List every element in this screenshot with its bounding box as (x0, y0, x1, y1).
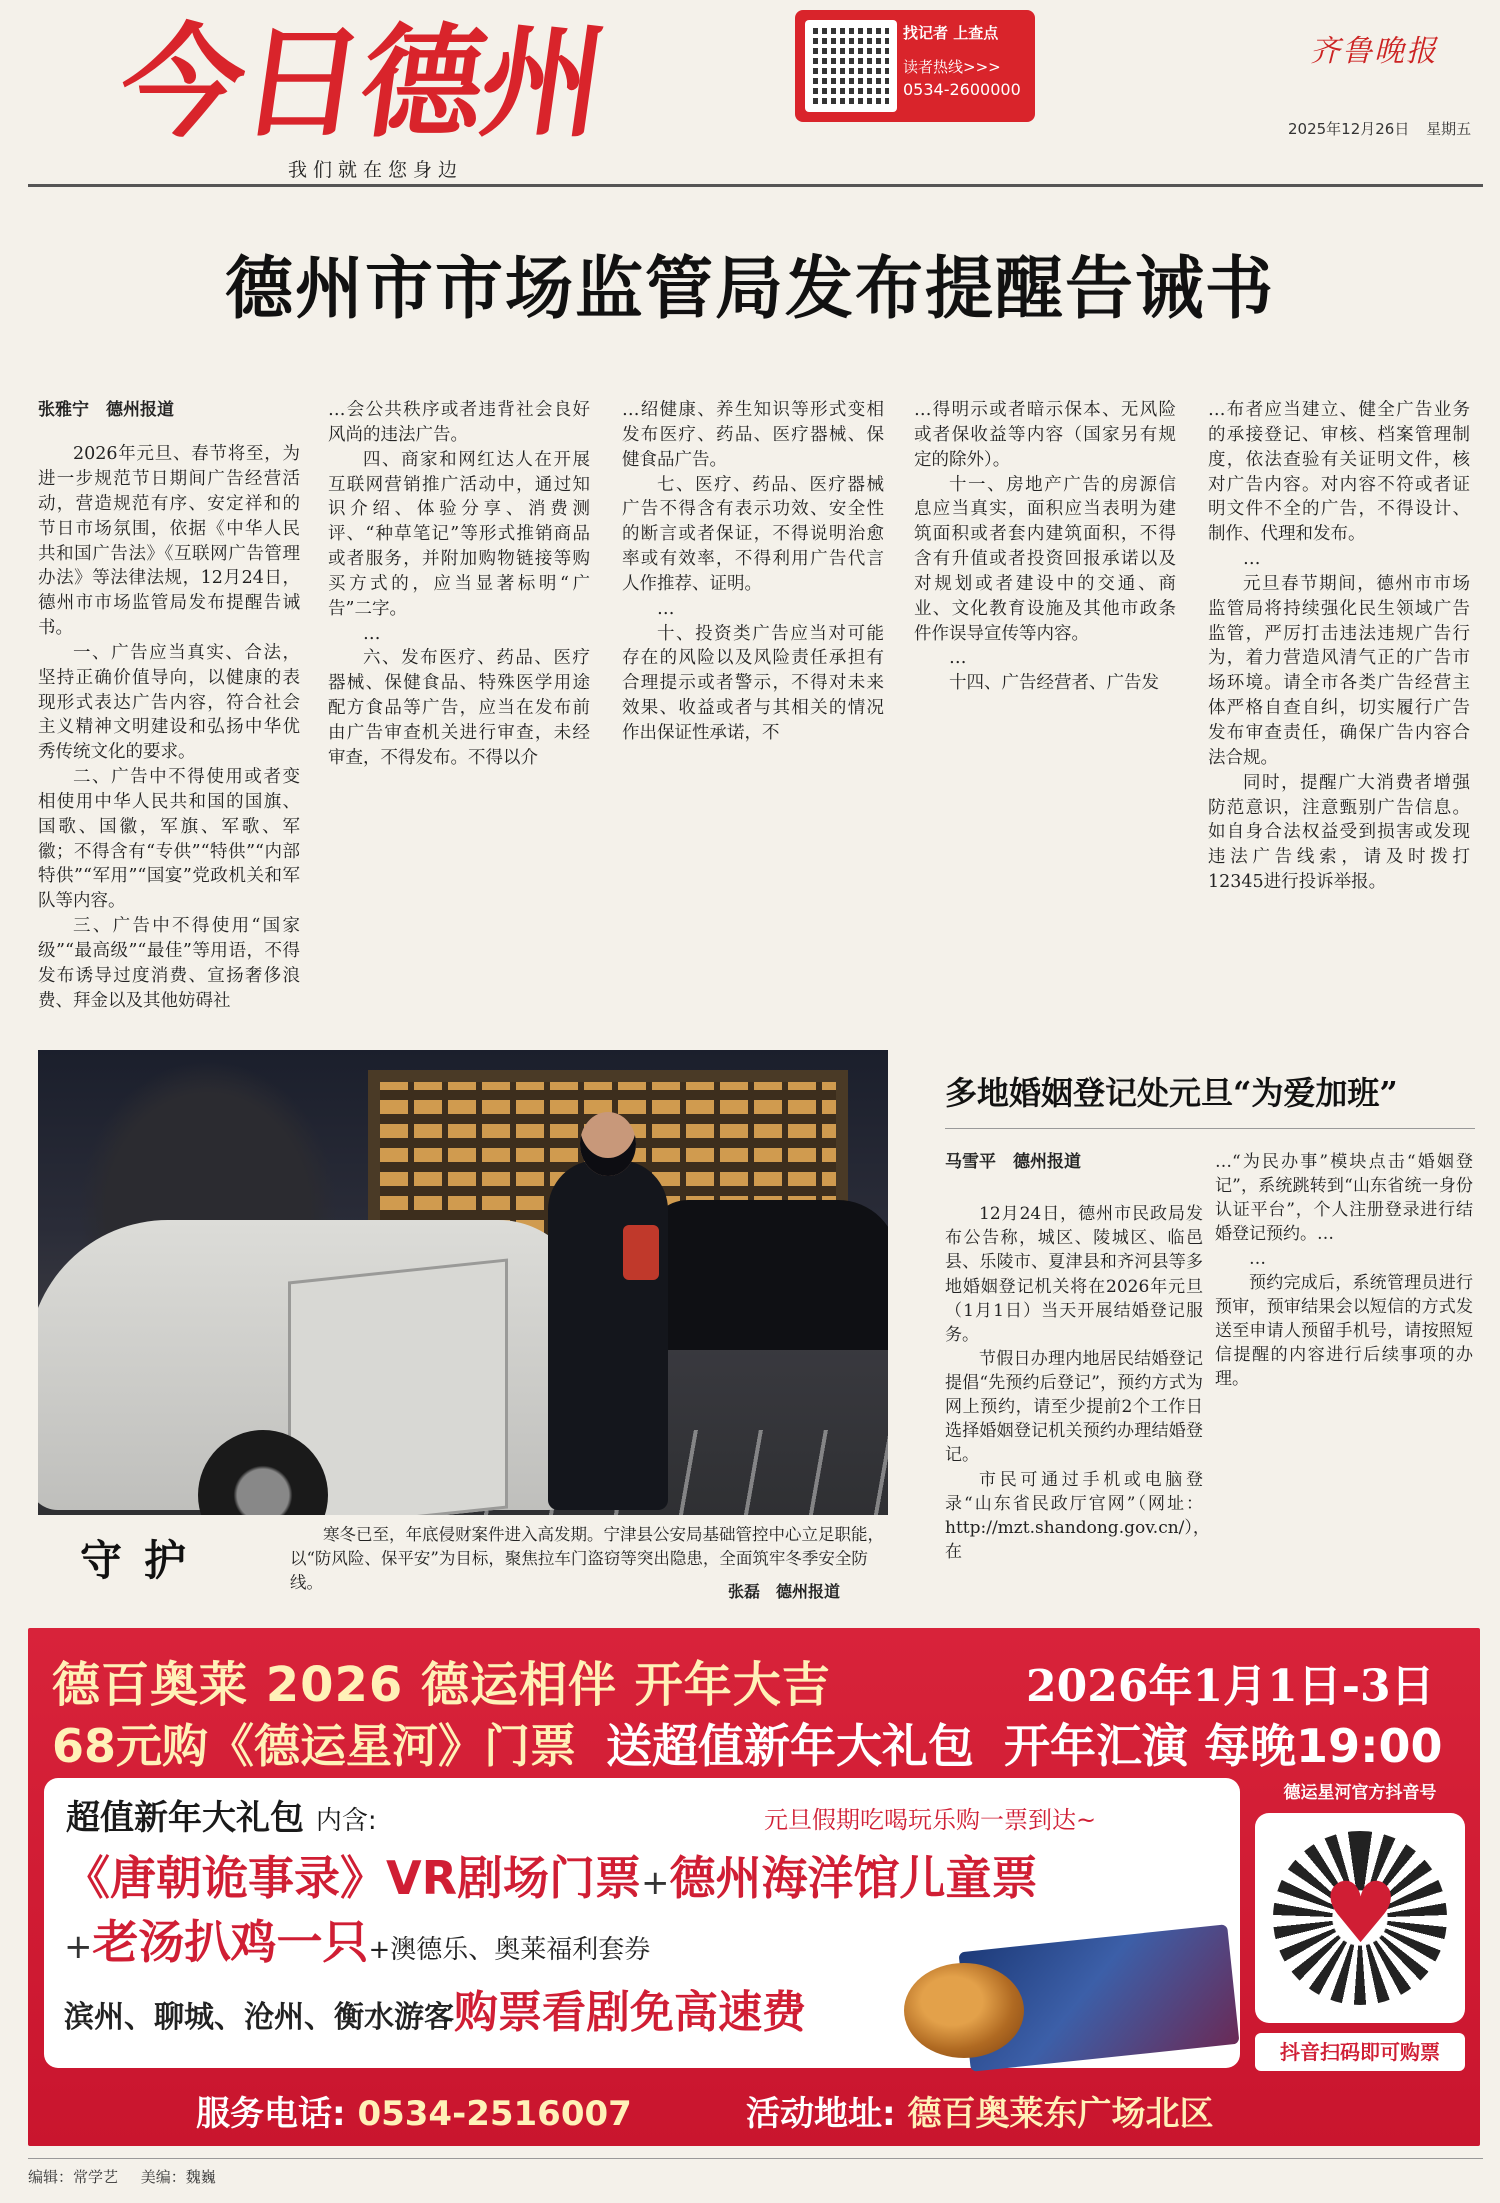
hotline-number: 0534-2600000 (903, 80, 1021, 99)
editor-credits (28, 2166, 234, 2187)
paragraph: 三、广告中不得使用“国家级”“最高级”“最佳”等用语，不得发布诱导过度消费、宣扬奢侈浪费、拜金以及其他妨碍社 (38, 916, 300, 1011)
ad-contact-bar (28, 2076, 1480, 2146)
article1-col5 (1208, 398, 1470, 895)
advertisement (28, 1628, 1480, 2146)
paragraph: 同时，提醒广大消费者增强防范意识，注意甄别广告信息。如自身合法权益受到损害或发现违法广告线索，请及时拨打12345进行投诉举报。 (1208, 772, 1470, 893)
hotline-label: 读者热线>>> (903, 58, 1001, 76)
event-address (746, 2086, 1213, 2135)
hotline-top: 找记者 上查点 (903, 24, 999, 42)
gift-title-text: 超值新年大礼包 (66, 1798, 304, 1838)
plus-sign: + (64, 1927, 93, 1967)
phone-number: 0534-2516007 (357, 2094, 632, 2134)
gift-title (66, 1790, 377, 1839)
gift-line3 (64, 1976, 806, 2040)
paragraph: …绍健康、养生知识等形式变相发布医疗、药品、医疗器械、保健食品广告。 (622, 400, 884, 470)
gift-slogan: 元旦假期吃喝玩乐购一票到达~ (764, 1806, 1097, 1834)
paragraph: 一、广告应当真实、合法，坚持正确价值导向，以健康的表现形式表达广告内容，符合社会主义精神文明建设和弘扬中华优秀传统文化的要求。 (38, 642, 300, 763)
article1-col4 (914, 398, 1176, 696)
photo-title: 守护 (80, 1536, 209, 1585)
main-headline: 德州市市场监管局发布提醒告诫书 (224, 249, 1275, 329)
chicken-image (904, 1963, 1024, 2058)
plus-sign: + (641, 1863, 670, 1903)
douyin-qr-code-icon (1255, 1813, 1465, 2023)
paragraph: 十四、广告经营者、广告发 (949, 673, 1159, 694)
masthead-rule (28, 184, 1483, 187)
article2-title: 多地婚姻登记处元旦“为爱加班” (945, 1074, 1398, 1112)
qr-code-icon (805, 20, 897, 112)
issue-date (1288, 118, 1471, 139)
paragraph: … (949, 648, 967, 669)
address-label: 活动地址: (746, 2094, 896, 2134)
address-text: 德百奥莱东广场北区 (907, 2094, 1214, 2134)
douyin-qr-panel (1250, 1778, 1470, 2078)
article1-byline: 张雅宁 德州报道 (38, 400, 174, 420)
article1-col2 (328, 398, 590, 771)
paragraph: 市民可通过手机或电脑登录“山东省民政厅官网”（网址：http://mzt.shandong.gov.cn/），在 (945, 1469, 1210, 1562)
paragraph: 节假日办理内地居民结婚登记提倡“先预约后登记”，预约方式为网上预约，请至少提前2个工作日选择婚姻登记机关预约办理结婚登记。 (945, 1348, 1203, 1466)
paragraph: 2026年元旦、春节将至，为进一步规范节日期间广告经营活动，营造规范有序、安定祥和的节日市场氛围，依据《中华人民共和国广告法》《互联网广告管理办法》等法律法规，12月24日，德州市市场监管局发布提醒告诫书。 (38, 444, 300, 639)
ad-gift-offer: 送超值新年大礼包 (606, 1719, 975, 1773)
gift-line2 (64, 1906, 650, 1972)
service-phone (196, 2086, 632, 2135)
ad-subheadline (52, 1710, 1442, 1776)
ad-date: 2026年1月1日-3日 (1026, 1661, 1435, 1712)
masthead (0, 0, 1500, 185)
paragraph: 十、投资类广告应当对可能存在的风险以及风险责任承担有合理提示或者警示，不得对未来效果、收益或者与其相关的情况作出保证性承诺，不 (622, 623, 884, 743)
paragraph: 二、广告中不得使用或者变相使用中华人民共和国的国旗、国歌、国徽，军旗、军歌、军徽；不得含有“专供”“特供”“内部特供”“军用”“国宴”党政机关和军队等内容。 (38, 767, 300, 912)
gift-panel (44, 1778, 1240, 2068)
paragraph: 十一、房地产广告的房源信息应当真实，面积应当表明为建筑面积或者套内建筑面积，不得含有升值或者投资回报承诺以及对规划或者建设中的交通、商业、文化教育设施及其他市政条件作误导宣传等内容。 (914, 474, 1176, 644)
logo: 今日德州 (112, 12, 612, 154)
paragraph: 12月24日，德州市民政局发布公告称，城区、陵城区、临邑县、乐陵市、夏津县和齐河县等多地婚姻登记机关将在2026年元旦（1月1日）当天开展结婚登记服务。 (945, 1204, 1203, 1345)
footer-rule (28, 2158, 1483, 2159)
article1-col3 (622, 398, 884, 746)
paragraph: 四、商家和网红达人在开展互联网营销推广活动中，通过知识介绍、体验分享、消费测评、“种草笔记”等形式推销商品或者服务，并附加购物链接等购买方式的，应当显著标明“广告”二字。 (328, 449, 590, 619)
qr-title: 德运星河官方抖音号 (1283, 1783, 1437, 1803)
paragraph: …布者应当建立、健全广告业务的承接登记、审核、档案管理制度，依法查验有关证明文件，核对广告内容。对内容不符或者证明文件不全的广告，不得设计、制作、代理和发布。 (1208, 400, 1470, 545)
paragraph: 预约完成后，系统管理员进行预审，预审结果会以短信的方式发送至申请人预留手机号，请按照短信提醒的内容进行后续事项的办理。 (1215, 1272, 1473, 1390)
visitor-regions: 滨州、聊城、沧州、衡水游客 (64, 2000, 454, 2035)
gift-item-vr: 《唐朝诡事录》VR剧场门票 (64, 1851, 642, 1905)
armband (623, 1225, 659, 1280)
article1-col1 (38, 398, 300, 1014)
weekday-text: 星期五 (1426, 120, 1472, 138)
paragraph: 七、医疗、药品、医疗器械广告不得含有表示功效、安全性的断言或者保证，不得说明治愈率或有效率，不得利用广告代言人作推荐、证明。 (622, 474, 884, 594)
ad-show-time: 开年汇演 每晚19:00 (1004, 1719, 1443, 1773)
paper-name: 齐鲁晚报 (1310, 34, 1438, 69)
paragraph: 六、发布医疗、药品、医疗器械、保健食品、特殊医学用途配方食品等广告，应当在发布前由广告审查机关进行审查，未经审查，不得发布。不得以介 (328, 648, 590, 768)
gift-line1 (64, 1842, 1038, 1908)
gift-item-coupons: +澳德乐、奥莱福利套券 (368, 1935, 651, 1965)
gift-title-suffix: 内含: (315, 1806, 377, 1836)
paragraph: … (657, 598, 675, 619)
editor: 编辑：常学艺 (28, 2168, 119, 2186)
article2-col1 (945, 1150, 1210, 1564)
hotline-box (795, 10, 1035, 122)
paragraph: …“为民办事”模块点击“婚姻登记”，系统跳转到“山东省统一身份认证平台”，个人注册登录进行结婚登记预约。… (1215, 1152, 1473, 1245)
paragraph: … (363, 623, 381, 644)
gift-item-aquarium: 德州海洋馆儿童票 (669, 1851, 1038, 1905)
slogan: 我们就在您身边 (288, 159, 464, 181)
photo-credit: 张磊 德州报道 (728, 1582, 841, 1601)
date-text: 2025年12月26日 (1288, 120, 1410, 138)
qr-cta: 抖音扫码即可购票 (1255, 2033, 1465, 2071)
photo-caption: 寒冬已至，年底侵财案件进入高发期。宁津县公安局基础管控中心立足职能，以“防风险、保平安”为目标，聚焦拉车门盗窃等突出隐患，全面筑牢冬季安全防线。 (290, 1525, 884, 1592)
dark-car (648, 1200, 888, 1350)
article2-rule (945, 1128, 1475, 1129)
paragraph: 元旦春节期间，德州市市场监管局将持续强化民生领域广告监管，严厉打击违法违规广告行为，着力营造风清气正的广告市场环境。请全市各类广告经营主体严格自查自纠，切实履行广告发布审查责任，确保广告内容合法合规。 (1208, 573, 1470, 768)
phone-label: 服务电话: (196, 2094, 346, 2134)
news-photo (38, 1050, 888, 1515)
paragraph: … (1249, 1248, 1266, 1269)
article2-byline: 马雪平 德州报道 (945, 1152, 1081, 1172)
visitor-offer: 购票看剧免高速费 (454, 1987, 806, 2038)
paragraph: … (1243, 549, 1261, 570)
ad-headline: 德百奥莱 2026 德运相伴 开年大吉 (52, 1657, 831, 1713)
police-officer (548, 1160, 668, 1510)
paragraph: …会公共秩序或者违背社会良好风尚的违法广告。 (328, 400, 590, 445)
ad-ticket-offer: 68元购《德运星河》门票 (52, 1719, 577, 1773)
designer: 美编：魏巍 (140, 2168, 216, 2186)
paragraph: …得明示或者暗示保本、无风险或者保收益等内容（国家另有规定的除外）。 (914, 400, 1176, 470)
gift-item-chicken: 老汤扒鸡一只 (92, 1915, 369, 1969)
article2-col2 (1215, 1150, 1473, 1391)
